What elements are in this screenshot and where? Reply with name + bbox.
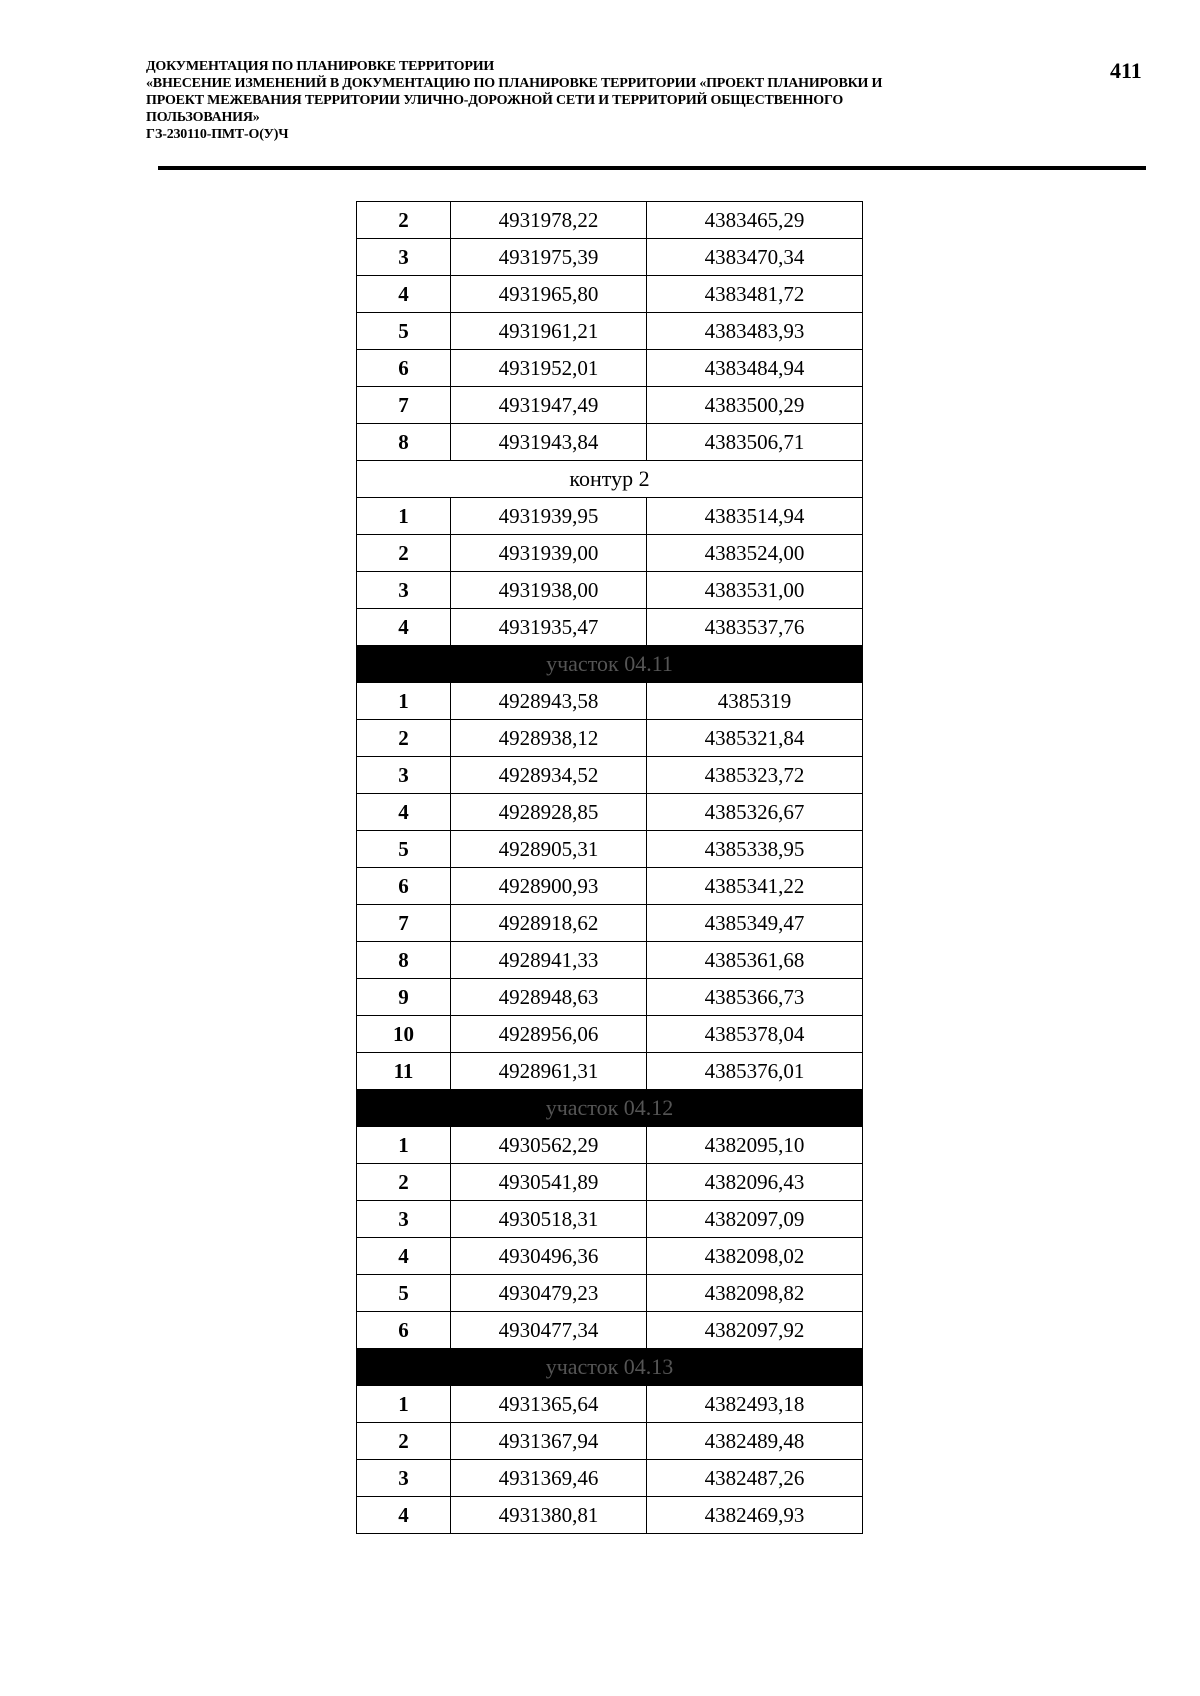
contour-header-row <box>357 461 863 498</box>
x-coordinate-cell: 4930496,36 <box>451 1238 647 1275</box>
table-row <box>357 683 863 720</box>
x-coordinate-cell: 4928943,58 <box>451 683 647 720</box>
x-coordinate-cell: 4930479,23 <box>451 1275 647 1312</box>
x-coordinate-cell: 4928928,85 <box>451 794 647 831</box>
point-number-cell: 2 <box>357 1423 451 1460</box>
point-number-cell: 4 <box>357 276 451 313</box>
table-row <box>357 1423 863 1460</box>
table-row <box>357 498 863 535</box>
point-number-cell: 1 <box>357 1127 451 1164</box>
x-coordinate-cell: 4928934,52 <box>451 757 647 794</box>
table-row <box>357 350 863 387</box>
table-row <box>357 572 863 609</box>
table-row <box>357 313 863 350</box>
section-label: участок 04.12 <box>357 1090 863 1127</box>
point-number-cell: 6 <box>357 868 451 905</box>
table-row <box>357 1312 863 1349</box>
y-coordinate-cell: 4383524,00 <box>647 535 863 572</box>
table-row <box>357 794 863 831</box>
table-row <box>357 535 863 572</box>
table-row <box>357 202 863 239</box>
point-number-cell: 1 <box>357 498 451 535</box>
y-coordinate-cell: 4385319 <box>647 683 863 720</box>
header-title-line: ПРОЕКТ МЕЖЕВАНИЯ ТЕРРИТОРИИ УЛИЧНО-ДОРОЖНОЙ СЕТИ И ТЕРРИТОРИЙ ОБЩЕСТВЕННОГО <box>146 93 844 108</box>
table-row <box>357 609 863 646</box>
x-coordinate-cell: 4928948,63 <box>451 979 647 1016</box>
header-title-line: ДОКУМЕНТАЦИЯ ПО ПЛАНИРОВКЕ ТЕРРИТОРИИ <box>146 59 495 74</box>
y-coordinate-cell: 4385338,95 <box>647 831 863 868</box>
point-number-cell: 8 <box>357 942 451 979</box>
y-coordinate-cell: 4383514,94 <box>647 498 863 535</box>
y-coordinate-cell: 4383470,34 <box>647 239 863 276</box>
y-coordinate-cell: 4383481,72 <box>647 276 863 313</box>
y-coordinate-cell: 4382469,93 <box>647 1497 863 1534</box>
y-coordinate-cell: 4382493,18 <box>647 1386 863 1423</box>
point-number-cell: 5 <box>357 831 451 868</box>
document-header <box>146 58 1146 143</box>
coordinates-table <box>356 201 863 1534</box>
point-number-cell: 7 <box>357 387 451 424</box>
x-coordinate-cell: 4928938,12 <box>451 720 647 757</box>
x-coordinate-cell: 4928941,33 <box>451 942 647 979</box>
y-coordinate-cell: 4383500,29 <box>647 387 863 424</box>
x-coordinate-cell: 4931978,22 <box>451 202 647 239</box>
point-number-cell: 8 <box>357 424 451 461</box>
table-row <box>357 239 863 276</box>
point-number-cell: 2 <box>357 720 451 757</box>
document-code: ГЗ-230110-ПМТ-О(У)Ч <box>146 127 289 142</box>
y-coordinate-cell: 4383506,71 <box>647 424 863 461</box>
table-row <box>357 1238 863 1275</box>
section-label: участок 04.13 <box>357 1349 863 1386</box>
point-number-cell: 4 <box>357 1238 451 1275</box>
x-coordinate-cell: 4928956,06 <box>451 1016 647 1053</box>
y-coordinate-cell: 4383484,94 <box>647 350 863 387</box>
y-coordinate-cell: 4382096,43 <box>647 1164 863 1201</box>
point-number-cell: 6 <box>357 1312 451 1349</box>
point-number-cell: 6 <box>357 350 451 387</box>
table-row <box>357 1460 863 1497</box>
y-coordinate-cell: 4385326,67 <box>647 794 863 831</box>
x-coordinate-cell: 4931975,39 <box>451 239 647 276</box>
point-number-cell: 3 <box>357 757 451 794</box>
point-number-cell: 4 <box>357 609 451 646</box>
x-coordinate-cell: 4931947,49 <box>451 387 647 424</box>
y-coordinate-cell: 4383483,93 <box>647 313 863 350</box>
x-coordinate-cell: 4931943,84 <box>451 424 647 461</box>
table-row <box>357 276 863 313</box>
x-coordinate-cell: 4931935,47 <box>451 609 647 646</box>
x-coordinate-cell: 4930541,89 <box>451 1164 647 1201</box>
table-row <box>357 1164 863 1201</box>
table-row <box>357 1016 863 1053</box>
plot-header-row <box>357 1090 863 1127</box>
point-number-cell: 3 <box>357 1201 451 1238</box>
x-coordinate-cell: 4930477,34 <box>451 1312 647 1349</box>
x-coordinate-cell: 4931952,01 <box>451 350 647 387</box>
table-row <box>357 757 863 794</box>
table-row <box>357 905 863 942</box>
y-coordinate-cell: 4385321,84 <box>647 720 863 757</box>
point-number-cell: 2 <box>357 1164 451 1201</box>
page-number: 411 <box>1110 58 1142 83</box>
point-number-cell: 1 <box>357 683 451 720</box>
plot-header-row <box>357 646 863 683</box>
y-coordinate-cell: 4385361,68 <box>647 942 863 979</box>
point-number-cell: 9 <box>357 979 451 1016</box>
y-coordinate-cell: 4383531,00 <box>647 572 863 609</box>
header-title-line: «ВНЕСЕНИЕ ИЗМЕНЕНИЙ В ДОКУМЕНТАЦИЮ ПО ПЛАНИРОВКЕ ТЕРРИТОРИИ «ПРОЕКТ ПЛАНИРОВКИ И <box>146 76 883 91</box>
x-coordinate-cell: 4930562,29 <box>451 1127 647 1164</box>
plot-header-row <box>357 1349 863 1386</box>
y-coordinate-cell: 4383537,76 <box>647 609 863 646</box>
y-coordinate-cell: 4382097,09 <box>647 1201 863 1238</box>
section-label: участок 04.11 <box>357 646 863 683</box>
point-number-cell: 1 <box>357 1386 451 1423</box>
y-coordinate-cell: 4383465,29 <box>647 202 863 239</box>
table-row <box>357 720 863 757</box>
point-number-cell: 4 <box>357 1497 451 1534</box>
x-coordinate-cell: 4928905,31 <box>451 831 647 868</box>
point-number-cell: 3 <box>357 1460 451 1497</box>
y-coordinate-cell: 4382098,82 <box>647 1275 863 1312</box>
y-coordinate-cell: 4385323,72 <box>647 757 863 794</box>
table-row <box>357 387 863 424</box>
point-number-cell: 2 <box>357 535 451 572</box>
x-coordinate-cell: 4931367,94 <box>451 1423 647 1460</box>
y-coordinate-cell: 4382097,92 <box>647 1312 863 1349</box>
point-number-cell: 5 <box>357 313 451 350</box>
point-number-cell: 4 <box>357 794 451 831</box>
table-row <box>357 942 863 979</box>
point-number-cell: 7 <box>357 905 451 942</box>
table-row <box>357 1053 863 1090</box>
section-label: контур 2 <box>357 461 863 498</box>
x-coordinate-cell: 4928961,31 <box>451 1053 647 1090</box>
table-row <box>357 831 863 868</box>
point-number-cell: 3 <box>357 239 451 276</box>
y-coordinate-cell: 4385349,47 <box>647 905 863 942</box>
table-row <box>357 868 863 905</box>
table-row <box>357 424 863 461</box>
header-title-line: ПОЛЬЗОВАНИЯ» <box>146 110 260 125</box>
point-number-cell: 5 <box>357 1275 451 1312</box>
point-number-cell: 2 <box>357 202 451 239</box>
y-coordinate-cell: 4385376,01 <box>647 1053 863 1090</box>
y-coordinate-cell: 4385378,04 <box>647 1016 863 1053</box>
x-coordinate-cell: 4931938,00 <box>451 572 647 609</box>
x-coordinate-cell: 4931365,64 <box>451 1386 647 1423</box>
x-coordinate-cell: 4931369,46 <box>451 1460 647 1497</box>
y-coordinate-cell: 4382098,02 <box>647 1238 863 1275</box>
y-coordinate-cell: 4385341,22 <box>647 868 863 905</box>
x-coordinate-cell: 4928900,93 <box>451 868 647 905</box>
y-coordinate-cell: 4385366,73 <box>647 979 863 1016</box>
point-number-cell: 10 <box>357 1016 451 1053</box>
x-coordinate-cell: 4931939,95 <box>451 498 647 535</box>
y-coordinate-cell: 4382095,10 <box>647 1127 863 1164</box>
table-row <box>357 1201 863 1238</box>
x-coordinate-cell: 4928918,62 <box>451 905 647 942</box>
y-coordinate-cell: 4382489,48 <box>647 1423 863 1460</box>
x-coordinate-cell: 4931965,80 <box>451 276 647 313</box>
table-row <box>357 1127 863 1164</box>
table-row <box>357 1386 863 1423</box>
point-number-cell: 11 <box>357 1053 451 1090</box>
table-row <box>357 1497 863 1534</box>
x-coordinate-cell: 4931939,00 <box>451 535 647 572</box>
x-coordinate-cell: 4931961,21 <box>451 313 647 350</box>
table-row <box>357 979 863 1016</box>
y-coordinate-cell: 4382487,26 <box>647 1460 863 1497</box>
x-coordinate-cell: 4930518,31 <box>451 1201 647 1238</box>
point-number-cell: 3 <box>357 572 451 609</box>
x-coordinate-cell: 4931380,81 <box>451 1497 647 1534</box>
table-row <box>357 1275 863 1312</box>
header-divider <box>158 166 1146 170</box>
coordinates-table-body <box>357 202 863 1534</box>
